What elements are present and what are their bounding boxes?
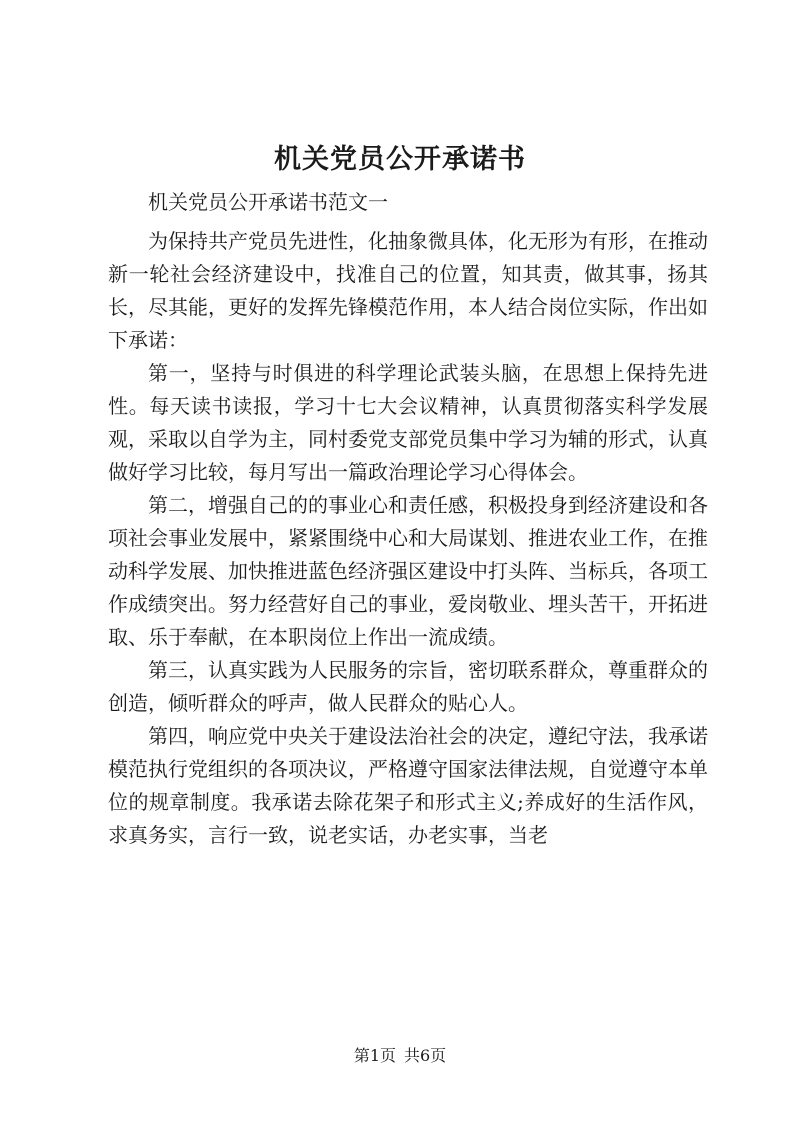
paragraph-fourth: 第四，响应党中央关于建设法治社会的决定，遵纪守法，我承诺模范执行党组织的各项决议，严格遵守国家法律法规，自觉遵守本单位的规章制度。我承诺去除花架子和形式主义;养成好的生活作风，求真务实，言行一致，说老实话，办老实事，当老 [108, 724, 708, 847]
document-title: 机关党员公开承诺书 [274, 144, 526, 175]
page-number: 第1页 [353, 1046, 396, 1065]
page-footer [0, 1046, 800, 1066]
document-body [108, 186, 708, 852]
paragraph-intro: 为保持共产党员先进性，化抽象微具体，化无形为有形，在推动新一轮社会经济建设中，找准自己的位置，知其责，做其事，扬其长，尽其能，更好的发挥先锋模范作用，本人结合岗位实际，作出如下承诺： [108, 229, 708, 352]
paragraph-second: 第二，增强自己的的事业心和责任感，积极投身到经济建设和各项社会事业发展中，紧紧围绕中心和大局谋划、推进农业工作，在推动科学发展、加快推进蓝色经济强区建设中打头阵、当标兵，各项工作成绩突出。努力经营好自己的事业，爱岗敬业、埋头苦干，开拓进取、乐于奉献，在本职岗位上作出一流成绩。 [108, 493, 708, 649]
paragraph-first: 第一，坚持与时俱进的科学理论武装头脑，在思想上保持先进性。每天读书读报，学习十七大会议精神，认真贯彻落实科学发展观，采取以自学为主，同村委党支部党员集中学习为辅的形式，认真做好学习比较，每月写出一篇政治理论学习心得体会。 [108, 361, 708, 484]
page-total: 共6页 [404, 1046, 447, 1065]
document-subtitle: 机关党员公开承诺书范文一 [148, 190, 388, 214]
paragraph-third: 第三，认真实践为人民服务的宗旨，密切联系群众，尊重群众的创造，倾听群众的呼声，做人民群众的贴心人。 [108, 658, 708, 715]
